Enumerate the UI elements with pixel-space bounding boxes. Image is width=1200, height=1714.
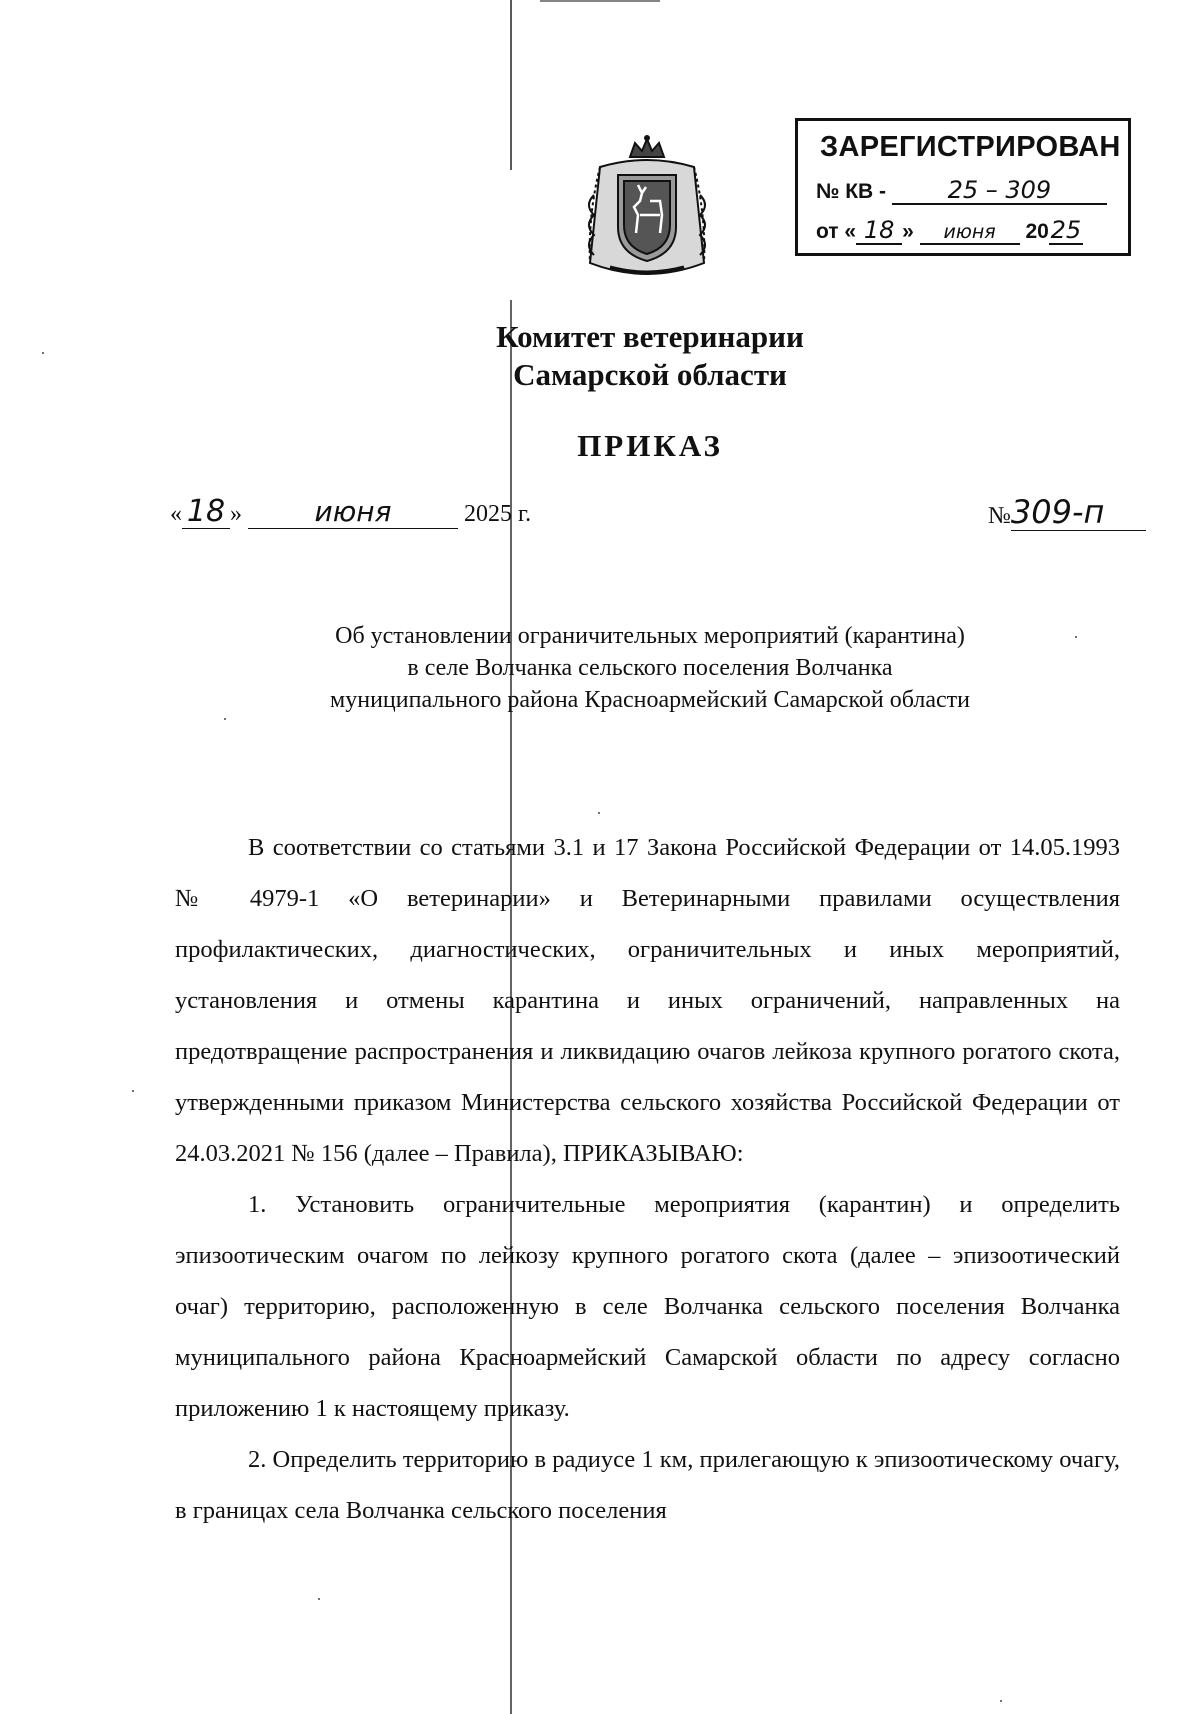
- order-number: [988, 495, 1146, 531]
- coat-of-arms-emblem: [580, 135, 715, 285]
- date-close-quote: »: [230, 501, 242, 527]
- registration-stamp: [795, 118, 1131, 256]
- subject-line: в селе Волчанка сельского поселения Волчанка: [407, 655, 893, 681]
- scan-speck: [318, 1598, 320, 1600]
- subject-line: муниципального района Красноармейский Самарской области: [330, 687, 970, 713]
- subject-line: Об установлении ограничительных мероприятий (карантина): [335, 623, 965, 649]
- stamp-month: июня: [920, 222, 1020, 245]
- stamp-date-row: [816, 217, 1083, 245]
- order-item-1: 1. Установить ограничительные мероприятия (карантин) и определить эпизоотическим очагом по лейкозу крупного рогатого скота (далее – эпизоотический очаг) территорию, расположенную в селе Волчанка сельского поселения Волчанка муниципального района Красноармейский Самарской области по адресу согласно приложению 1 к настоящему приказу.: [175, 1191, 1120, 1422]
- document-type-title: ПРИКАЗ: [577, 428, 723, 463]
- org-name-line1: Комитет ветеринарии: [496, 319, 804, 354]
- order-date: [170, 495, 531, 529]
- order-number-prefix: №: [988, 503, 1011, 529]
- stamp-day-close: »: [902, 220, 914, 243]
- order-body: [175, 822, 1120, 1536]
- stamp-year-suffix: 25: [1050, 216, 1082, 244]
- stamp-kb-row: [816, 177, 1107, 205]
- scan-speck: [1000, 1700, 1002, 1702]
- order-date-month: июня: [248, 497, 458, 529]
- scan-speck: [598, 812, 600, 814]
- scan-edge-mark: [540, 0, 660, 2]
- date-open-quote: «: [170, 501, 182, 527]
- stamp-year-prefix: 20: [1025, 220, 1049, 243]
- stamp-day: 18: [856, 217, 902, 245]
- stamp-date-prefix: от «: [816, 220, 857, 243]
- order-date-day: 18: [182, 495, 230, 529]
- scan-fold-line-top: [510, 0, 512, 170]
- scan-speck: [224, 718, 226, 720]
- order-subject: [0, 620, 1200, 716]
- order-item-2: 2. Определить территорию в радиусе 1 км, прилегающую к эпизоотическому очагу, в границах села Волчанка сельского поселения: [175, 1446, 1120, 1524]
- order-date-year: 2025 г.: [464, 501, 532, 527]
- stamp-title: ЗАРЕГИСТРИРОВАН: [820, 131, 1121, 163]
- stamp-kb-number: 25 – 309: [892, 177, 1107, 205]
- preamble-paragraph: В соответствии со статьями 3.1 и 17 Закона Российской Федерации от 14.05.1993 № 4979-1 «О ветеринарии» и Ветеринарными правилами осуществления профилактических, диагностических, ограничительных и иных мероприятий, установления и отмены карантина и иных ограничений, направленных на предотвращение распространения и ликвидацию очагов лейкоза крупного рогатого скота, утвержденными приказом Министерства сельского хозяйства Российской Федерации от 24.03.2021 № 156 (далее – Правила), ПРИКАЗЫВАЮ:: [175, 834, 1120, 1167]
- coat-of-arms-icon: [580, 135, 715, 285]
- stamp-kb-label: № КВ -: [816, 180, 887, 203]
- order-number-value: 309-п: [1011, 495, 1146, 531]
- scan-speck: [132, 1090, 134, 1092]
- org-name-line2: Самарской области: [513, 357, 787, 392]
